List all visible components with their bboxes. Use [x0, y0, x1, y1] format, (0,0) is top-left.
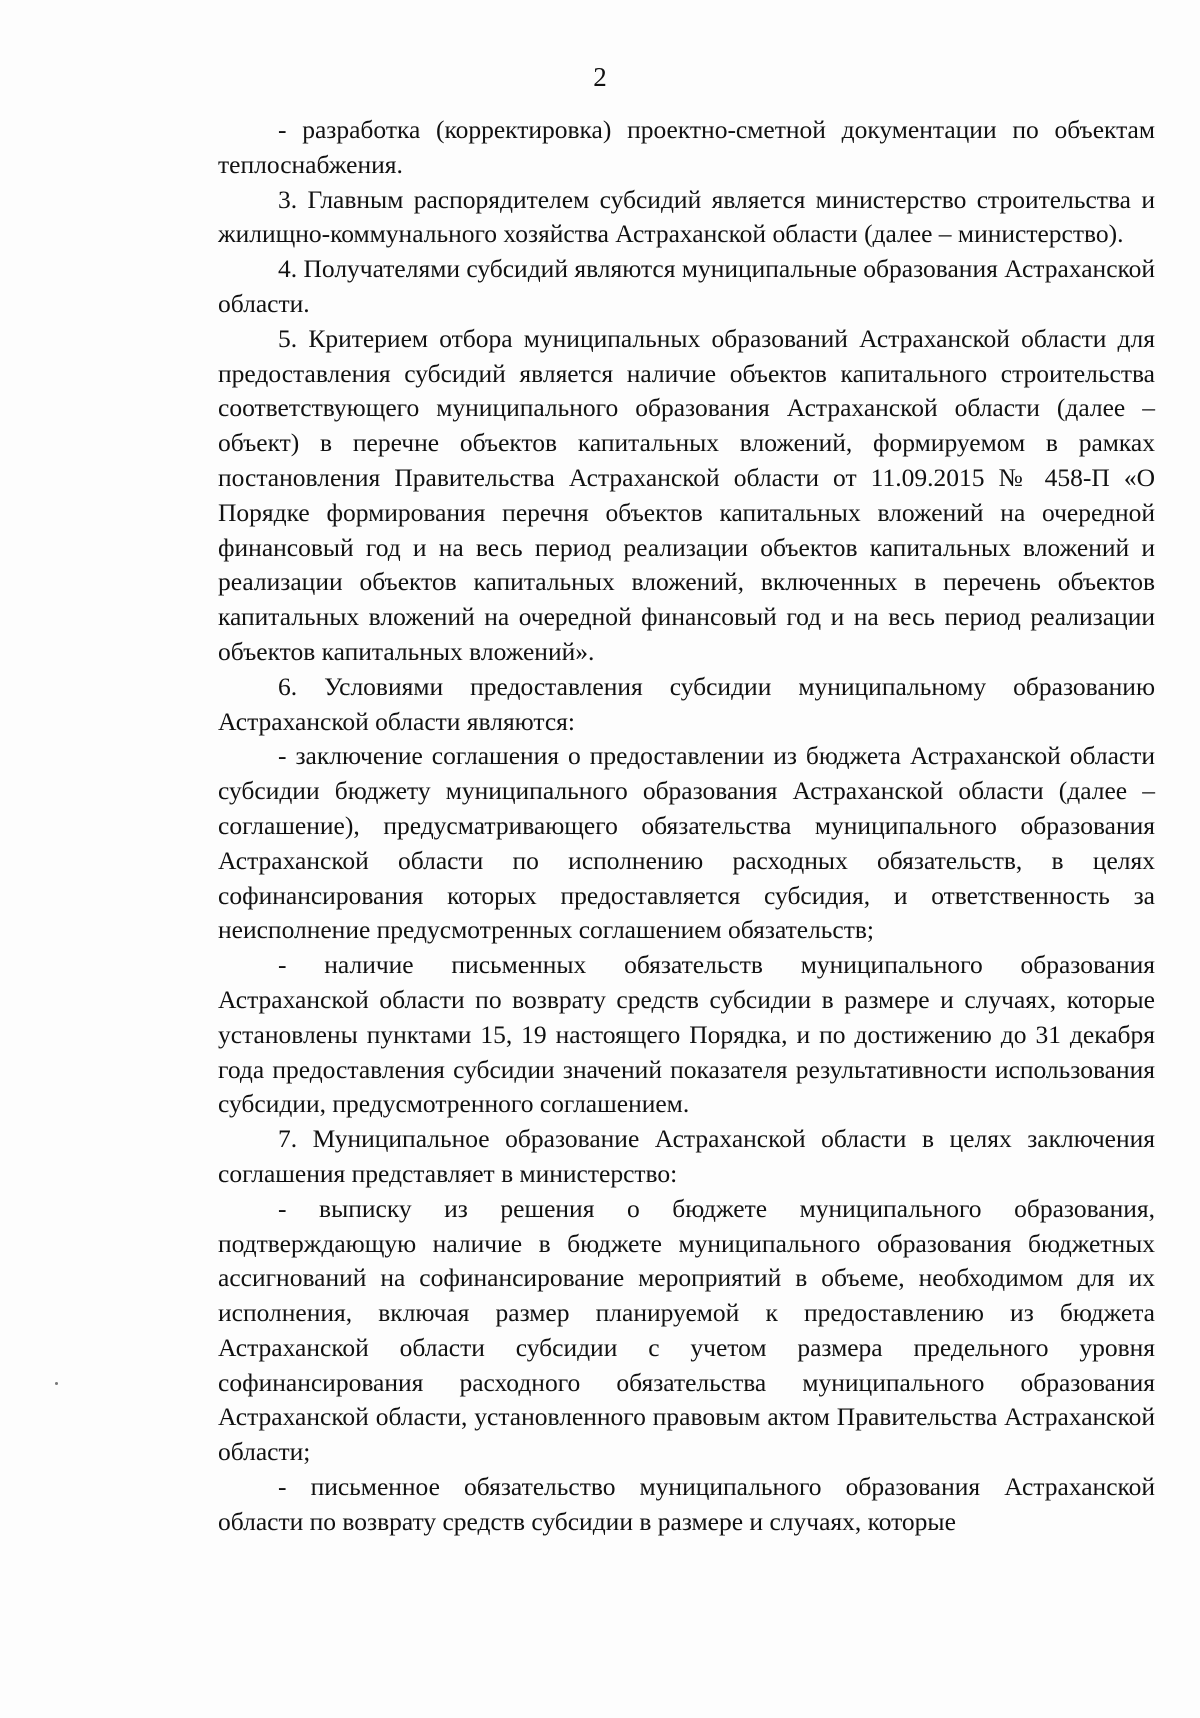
paragraph-8: 7. Муниципальное образование Астраханской области в целях заключения соглашения представляет в министерство: — [218, 1124, 1155, 1188]
paragraph-3: 4. Получателями субсидий являются муниципальные образования Астраханской области. — [218, 254, 1155, 318]
paragraph-7: - наличие письменных обязательств муниципального образования Астраханской области по возврату средств субсидии в размере и случаях, которые установлены пунктами 15, 19 настоящего Порядка, и по достижению до 31 декабря года предоставления субсидии значений показателя результативности использования субсидии, предусмотренного соглашением. — [218, 950, 1155, 1119]
paragraph-4: 5. Критерием отбора муниципальных образований Астраханской области для предоставления субсидий является наличие объектов капитального строительства соответствующего муниципального образования Астраханской области (далее – объект) в перечне объектов капитальных вложений, формируемом в рамках постановления Правительства Астраханской области от 11.09.2015 № 458-П «О Порядке формирования перечня объектов капитальных вложений на очередной финансовый год и на весь период реализации объектов капитальных вложений и реализации объектов капитальных вложений, включенных в перечень объектов капитальных вложений на очередной финансовый год и на весь период реализации объектов капитальных вложений». — [218, 323, 1155, 666]
page-number: 2 — [593, 62, 607, 92]
paragraph-6: - заключение соглашения о предоставлении из бюджета Астраханской области субсидии бюджету муниципального образования Астраханской области (далее – соглашение), предусматривающего обязательства муниципального образования Астраханской области по исполнению расходных обязательств, в целях софинансирования которых предоставляется субсидия, и ответственность за неисполнение предусмотренных соглашением обязательств; — [218, 741, 1155, 945]
paragraph-1: - разработка (корректировка) проектно-сметной документации по объектам теплоснабжения. — [218, 115, 1155, 179]
paragraph-5: 6. Условиями предоставления субсидии муниципальному образованию Астраханской области являются: — [218, 671, 1155, 736]
document-body — [218, 113, 1155, 1540]
paragraph-10: - письменное обязательство муниципального образования Астраханской области по возврату средств субсидии в размере и случаях, которые — [218, 1472, 1155, 1536]
paragraph-9: - выписку из решения о бюджете муниципального образования, подтверждающую наличие в бюджете муниципального образования бюджетных ассигнований на софинансирование мероприятий в объеме, необходимом для их исполнения, включая размер планируемой к предоставлению из бюджета Астраханской области субсидии с учетом размера предельного уровня софинансирования расходного обязательства муниципального образования Астраханской области, установленного правовым актом Правительства Астраханской области; — [218, 1193, 1155, 1467]
paragraph-2: 3. Главным распорядителем субсидий является министерство строительства и жилищно-коммунального хозяйства Астраханской области (далее – министерство). — [218, 184, 1155, 249]
scan-artifact-dot — [55, 1382, 58, 1385]
